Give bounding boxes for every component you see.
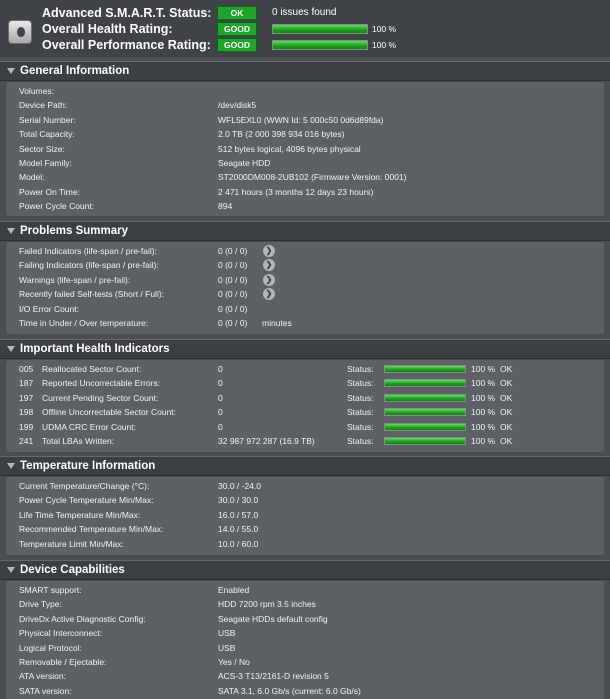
performance-rating-label: Overall Performance Rating: <box>42 38 211 52</box>
problem-value: 0 (0 / 0) <box>218 274 248 285</box>
general-info-row <box>6 84 604 98</box>
health-indicator-row <box>6 434 604 448</box>
performance-rating-row <box>42 37 602 53</box>
status-label: Status: <box>347 378 374 389</box>
capability-label: ATA version: <box>19 671 66 682</box>
problem-label: Time in Under / Over temperature: <box>19 318 149 328</box>
capability-value: USB <box>218 628 236 639</box>
health-indicators-title: Important Health Indicators <box>20 343 170 355</box>
indicator-state: OK <box>500 364 513 374</box>
details-arrow-icon[interactable]: ❯ <box>263 288 275 300</box>
status-label: Status: <box>347 421 374 432</box>
capability-label: Drive Type: <box>19 599 62 610</box>
indicator-percent: 100 % <box>471 378 496 389</box>
problem-label: Warnings (life-span / pre-fail): <box>19 274 131 285</box>
general-info-label: Total Capacity: <box>19 129 75 140</box>
problem-value: 0 (0 / 0) <box>218 303 248 314</box>
indicator-state: OK <box>500 378 513 389</box>
temperature-row <box>6 479 604 493</box>
indicator-label: Current Pending Sector Count: <box>42 392 159 403</box>
indicator-percent: 100 % <box>471 421 496 432</box>
indicator-label: Reported Uncorrectable Errors: <box>42 378 161 389</box>
general-info-row <box>6 185 604 199</box>
details-arrow-icon[interactable]: ❯ <box>263 274 275 286</box>
health-rating-label: Overall Health Rating: <box>42 22 173 36</box>
health-indicator-row <box>6 420 604 434</box>
capability-row <box>6 612 604 626</box>
indicator-value: 0 <box>218 392 223 403</box>
general-info-row <box>6 98 604 112</box>
indicator-health-bar <box>384 365 466 373</box>
capability-row <box>6 626 604 640</box>
disclosure-triangle-icon[interactable] <box>7 567 15 573</box>
indicator-percent: 100 % <box>471 436 496 446</box>
general-info-row <box>6 199 604 213</box>
temperature-value: 30.0 / -24.0 <box>218 481 262 491</box>
general-info-label: Model Family: <box>19 158 72 168</box>
problem-unit: minutes <box>262 318 292 328</box>
temperature-info-header[interactable] <box>0 456 610 476</box>
problems-summary-header[interactable] <box>0 221 610 241</box>
capability-row <box>6 583 604 597</box>
general-info-label: Power On Time: <box>19 186 80 197</box>
problems-summary-panel <box>6 242 604 334</box>
disclosure-triangle-icon[interactable] <box>7 228 15 234</box>
indicator-state: OK <box>500 407 513 418</box>
temperature-row <box>6 493 604 507</box>
indicator-health-bar <box>384 394 466 402</box>
general-info-label: Device Path: <box>19 100 68 111</box>
indicator-code: 187 <box>19 378 34 389</box>
status-label: Status: <box>347 392 374 403</box>
problem-label: Recently failed Self-tests (Short / Full): <box>19 289 165 300</box>
temperature-value: 30.0 / 30.0 <box>218 495 259 506</box>
performance-rating-percent: 100 % <box>372 40 397 50</box>
problem-row <box>6 258 604 272</box>
general-info-row <box>6 170 604 184</box>
disclosure-triangle-icon[interactable] <box>7 68 15 74</box>
general-info-value: 2.0 TB (2 000 398 934 016 bytes) <box>218 129 345 140</box>
smart-status-row <box>42 5 602 21</box>
general-info-label: Sector Size: <box>19 143 65 154</box>
problem-value: 0 (0 / 0) <box>218 246 248 256</box>
capability-value: SATA 3.1, 6.0 Gb/s (current: 6.0 Gb/s) <box>218 685 361 696</box>
status-label: Status: <box>347 407 374 418</box>
general-info-title: General Information <box>20 65 130 77</box>
general-info-row <box>6 142 604 156</box>
device-capabilities-panel <box>6 581 604 699</box>
temperature-info-title: Temperature Information <box>20 460 156 472</box>
smart-status-label: Advanced S.M.A.R.T. Status: <box>42 6 212 20</box>
general-info-label: Volumes: <box>19 86 54 96</box>
capability-label: SMART support: <box>19 585 82 595</box>
details-arrow-icon[interactable]: ❯ <box>263 245 275 257</box>
problem-row <box>6 287 604 301</box>
indicator-health-bar <box>384 423 466 431</box>
health-rating-percent: 100 % <box>372 24 397 34</box>
indicator-label: UDMA CRC Error Count: <box>42 421 136 432</box>
general-info-value: Seagate HDD <box>218 158 271 168</box>
drive-icon <box>8 20 32 44</box>
indicator-value: 0 <box>218 407 223 418</box>
indicator-label: Reallocated Sector Count: <box>42 364 142 374</box>
problem-row <box>6 273 604 287</box>
status-label: Status: <box>347 436 374 446</box>
capability-label: Physical Interconnect: <box>19 628 103 639</box>
temperature-label: Recommended Temperature Min/Max: <box>19 524 164 535</box>
indicator-value: 32 987 972 287 (16.9 TB) <box>218 436 315 446</box>
problem-value: 0 (0 / 0) <box>218 289 248 300</box>
general-info-row <box>6 156 604 170</box>
problem-label: I/O Error Count: <box>19 303 79 314</box>
temperature-value: 10.0 / 60.0 <box>218 538 259 549</box>
capability-row <box>6 655 604 669</box>
capability-value: HDD 7200 rpm 3.5 inches <box>218 599 316 610</box>
indicator-percent: 100 % <box>471 407 496 418</box>
indicator-health-bar <box>384 437 466 445</box>
capability-row <box>6 684 604 698</box>
indicator-value: 0 <box>218 421 223 432</box>
temperature-value: 16.0 / 57.0 <box>218 509 259 520</box>
problem-label: Failed Indicators (life-span / pre-fail): <box>19 246 157 256</box>
general-info-value: 512 bytes logical, 4096 bytes physical <box>218 143 361 154</box>
details-arrow-icon[interactable]: ❯ <box>263 259 275 271</box>
general-info-value: WFL5EXL0 (WWN Id: 5 000c50 0d6d89fda) <box>218 114 384 125</box>
health-indicator-row <box>6 376 604 390</box>
problem-label: Failing Indicators (life-span / pre-fail): <box>19 260 159 271</box>
temperature-value: 14.0 / 55.0 <box>218 524 259 535</box>
temperature-row <box>6 508 604 522</box>
performance-rating-bar <box>272 40 368 50</box>
disclosure-triangle-icon[interactable] <box>7 463 15 469</box>
device-capabilities-title: Device Capabilities <box>20 564 125 576</box>
capability-value: Seagate HDDs default config <box>218 613 328 624</box>
capability-row <box>6 641 604 655</box>
indicator-value: 0 <box>218 378 223 389</box>
indicator-code: 241 <box>19 436 34 446</box>
problem-row <box>6 316 604 330</box>
status-label: Status: <box>347 364 374 374</box>
temperature-label: Current Temperature/Change (°C): <box>19 481 150 491</box>
health-indicators-header[interactable] <box>0 339 610 359</box>
indicator-code: 198 <box>19 407 34 418</box>
problem-value: 0 (0 / 0) <box>218 260 248 271</box>
health-indicator-row <box>6 362 604 376</box>
indicator-percent: 100 % <box>471 364 496 374</box>
capability-label: SATA version: <box>19 685 72 696</box>
problem-value: 0 (0 / 0) <box>218 318 248 328</box>
health-indicators-panel <box>6 360 604 452</box>
capability-value: ACS-3 T13/2161-D revision 5 <box>218 671 329 682</box>
indicator-code: 199 <box>19 421 34 432</box>
smart-status-badge: OK <box>217 6 257 20</box>
general-info-panel <box>6 82 604 216</box>
indicator-health-bar <box>384 408 466 416</box>
general-info-value: 2 471 hours (3 months 12 days 23 hours) <box>218 186 374 197</box>
performance-rating-badge: GOOD <box>217 38 257 52</box>
disclosure-triangle-icon[interactable] <box>7 346 15 352</box>
problems-summary-title: Problems Summary <box>20 225 129 237</box>
indicator-value: 0 <box>218 364 223 374</box>
general-info-label: Serial Number: <box>19 114 76 125</box>
indicator-code: 005 <box>19 364 34 374</box>
general-info-value: 894 <box>218 201 233 212</box>
capability-row <box>6 597 604 611</box>
temperature-row <box>6 537 604 551</box>
capability-value: Yes / No <box>218 657 250 667</box>
general-info-row <box>6 113 604 127</box>
general-info-label: Model: <box>19 172 45 183</box>
indicator-label: Total LBAs Written: <box>42 436 115 446</box>
indicator-state: OK <box>500 436 513 446</box>
general-info-value: /dev/disk5 <box>218 100 257 111</box>
capability-value: USB <box>218 642 236 653</box>
general-info-label: Power Cycle Count: <box>19 201 95 212</box>
temperature-info-panel <box>6 477 604 555</box>
capability-label: DriveDx Active Diagnostic Config: <box>19 613 146 624</box>
health-rating-row <box>42 21 602 37</box>
health-rating-badge: GOOD <box>217 22 257 36</box>
general-info-row <box>6 127 604 141</box>
problem-row <box>6 244 604 258</box>
temperature-label: Temperature Limit Min/Max: <box>19 538 124 549</box>
health-indicator-row <box>6 405 604 419</box>
health-indicator-row <box>6 391 604 405</box>
temperature-label: Life Time Temperature Min/Max: <box>19 509 141 520</box>
capability-label: Removable / Ejectable: <box>19 657 107 667</box>
indicator-state: OK <box>500 392 513 403</box>
general-info-header[interactable] <box>0 61 610 81</box>
problem-row <box>6 302 604 316</box>
smart-status-text: 0 issues found <box>272 7 337 18</box>
capability-label: Logical Protocol: <box>19 642 82 653</box>
capability-value: Enabled <box>218 585 250 595</box>
temperature-label: Power Cycle Temperature Min/Max: <box>19 495 154 506</box>
indicator-code: 197 <box>19 392 34 403</box>
indicator-label: Offline Uncorrectable Sector Count: <box>42 407 177 418</box>
capability-row <box>6 669 604 683</box>
indicator-percent: 100 % <box>471 392 496 403</box>
general-info-value: ST2000DM008-2UB102 (Firmware Version: 0001) <box>218 172 407 183</box>
device-capabilities-header[interactable] <box>0 560 610 580</box>
status-header <box>0 0 610 57</box>
indicator-state: OK <box>500 421 513 432</box>
indicator-health-bar <box>384 379 466 387</box>
health-rating-bar <box>272 24 368 34</box>
temperature-row <box>6 522 604 536</box>
